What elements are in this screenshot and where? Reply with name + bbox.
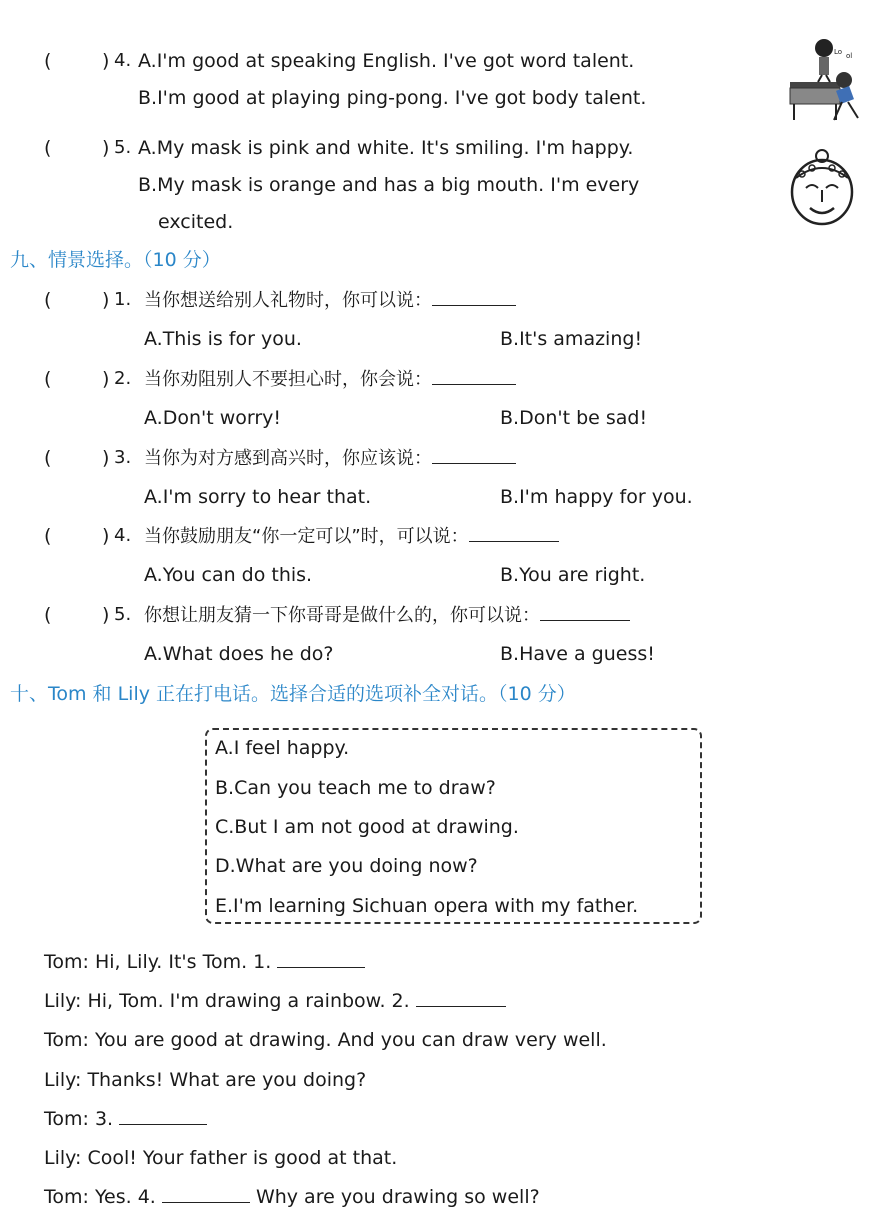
answer-paren: ) (102, 368, 110, 390)
answer-blank[interactable] (119, 1106, 207, 1125)
dialogue-text: Tom: 3. (44, 1108, 114, 1130)
option-b: B.You are right. (500, 564, 646, 586)
option-a: A.This is for you. (144, 328, 302, 350)
option-b: B.My mask is orange and has a big mouth. I'm every (138, 174, 640, 196)
answer-blank[interactable] (432, 445, 516, 464)
question-prompt: 当你为对方感到高兴时，你应该说： (144, 448, 432, 469)
svg-text:ol: ol (846, 52, 853, 60)
answer-paren: ) (102, 289, 110, 311)
question-text (144, 366, 516, 393)
question-prompt: 当你鼓励朋友“你一定可以”时，可以说： (144, 526, 469, 547)
question-text (144, 523, 559, 550)
box-option: C.But I am not good at drawing. (215, 816, 519, 838)
box-option: A.I feel happy. (215, 737, 350, 759)
dialogue-text: Tom: Yes. 4. (44, 1186, 156, 1208)
dialogue-line (44, 1106, 207, 1132)
dialogue-text: Lily: Hi, Tom. I'm drawing a rainbow. 2. (44, 990, 410, 1012)
answer-paren-open: ( (44, 137, 52, 159)
dialogue-line: Lily: Cool! Your father is good at that. (44, 1147, 398, 1169)
answer-blank[interactable] (469, 523, 559, 542)
ping-pong-illustration (786, 36, 866, 126)
question-prompt: 当你劝阻别人不要担心时，你会说： (144, 369, 432, 390)
option-a: A.You can do this. (144, 564, 313, 586)
answer-blank[interactable] (540, 602, 630, 621)
question-text (144, 287, 516, 314)
answer-paren-close: ) (102, 50, 110, 72)
option-b-continued: excited. (158, 211, 234, 233)
option-a: A.I'm good at speaking English. I've got word talent. (138, 50, 635, 72)
dialogue-line (44, 949, 365, 975)
dialogue-line: Tom: You are good at drawing. And you can draw very well. (44, 1029, 607, 1051)
question-prompt: 当你想送给别人礼物时，你可以说： (144, 290, 432, 311)
answer-paren-open: ( (44, 50, 52, 72)
answer-paren: ( (44, 368, 52, 390)
dialogue-text: Tom: Hi, Lily. It's Tom. 1. (44, 951, 272, 973)
option-b: B.Don't be sad! (500, 407, 648, 429)
answer-paren: ( (44, 525, 52, 547)
answer-blank[interactable] (162, 1184, 250, 1203)
answer-blank[interactable] (416, 988, 506, 1007)
item-number: 5. (114, 604, 132, 625)
dialogue-text: Why are you drawing so well? (255, 1186, 540, 1208)
answer-blank[interactable] (432, 287, 516, 306)
option-b: B.I'm happy for you. (500, 486, 693, 508)
answer-paren: ( (44, 447, 52, 469)
answer-paren: ) (102, 525, 110, 547)
box-option: E.I'm learning Sichuan opera with my father. (215, 895, 639, 917)
item-number: 1. (114, 289, 132, 310)
opera-mask-illustration (786, 148, 858, 228)
option-a: A.My mask is pink and white. It's smiling. I'm happy. (138, 137, 634, 159)
dialogue-line (44, 988, 506, 1014)
box-option: B.Can you teach me to draw? (215, 777, 496, 799)
answer-paren: ( (44, 604, 52, 626)
box-option: D.What are you doing now? (215, 855, 478, 877)
answer-paren: ) (102, 447, 110, 469)
answer-paren-close: ) (102, 137, 110, 159)
option-a: A.I'm sorry to hear that. (144, 486, 372, 508)
question-prompt: 你想让朋友猜一下你哥哥是做什么的，你可以说： (144, 605, 540, 626)
item-number: 5. (114, 137, 132, 158)
section-9-title: 九、情景选择。（10 分） (10, 249, 221, 271)
question-text (144, 602, 630, 629)
question-text (144, 445, 516, 472)
section-10-title: 十、Tom 和 Lily 正在打电话。选择合适的选项补全对话。（10 分） (10, 683, 576, 705)
option-b: B.It's amazing! (500, 328, 643, 350)
item-number: 4. (114, 525, 132, 546)
answer-blank[interactable] (277, 949, 365, 968)
option-b: B.I'm good at playing ping-pong. I've got body talent. (138, 87, 647, 109)
option-a: A.What does he do? (144, 643, 334, 665)
dialogue-line: Lily: Thanks! What are you doing? (44, 1069, 367, 1091)
dialogue-line (44, 1184, 540, 1210)
option-a: A.Don't worry! (144, 407, 282, 429)
option-b: B.Have a guess! (500, 643, 655, 665)
answer-paren: ) (102, 604, 110, 626)
item-number: 2. (114, 368, 132, 389)
answer-paren: ( (44, 289, 52, 311)
answer-blank[interactable] (432, 366, 516, 385)
item-number: 3. (114, 447, 132, 468)
svg-text:Lo: Lo (834, 48, 843, 56)
item-number: 4. (114, 50, 132, 71)
